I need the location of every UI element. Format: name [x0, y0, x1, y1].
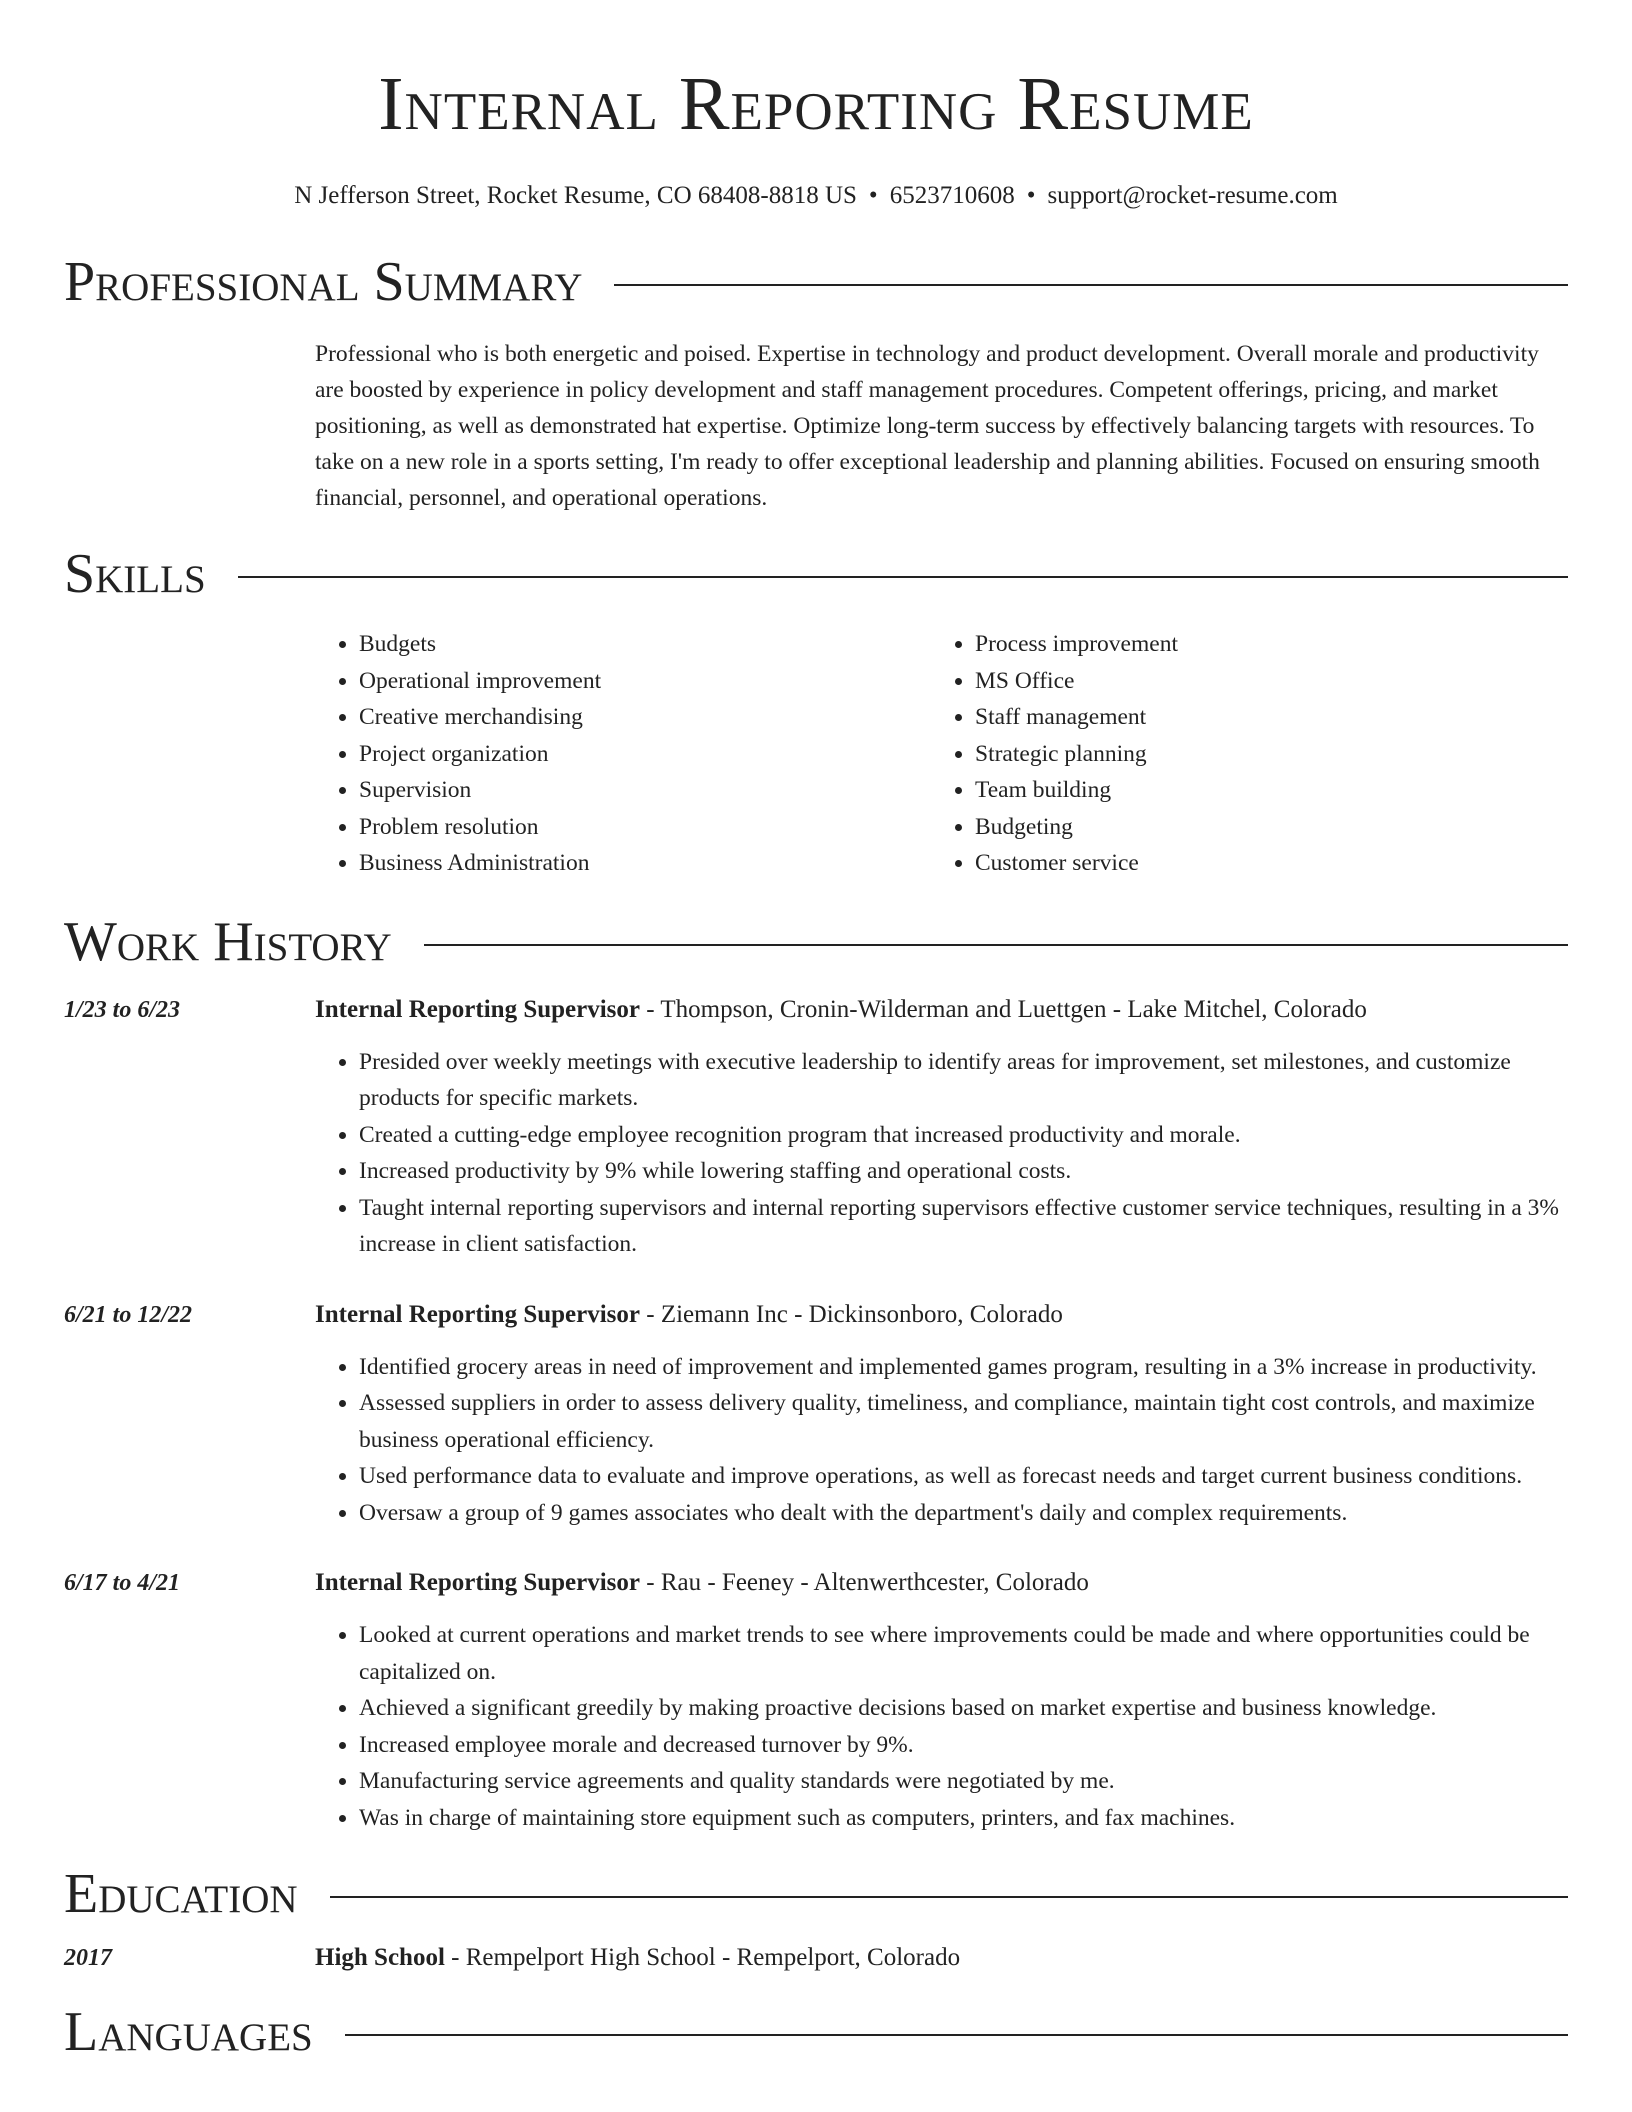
work-section-heading	[64, 910, 1568, 974]
summary-text: Professional who is both energetic and poised. Expertise in technology and product development. Overall morale and productivity are boosted by experience in policy development and staff management procedures. Competent offerings, pricing, and market positioning, as well as demonstrated hat expertise. Optimize long-term success by effectively balancing targets with resources. To take on a new role in a sports setting, I'm ready to offer exceptional leadership and planning abilities. Focused on ensuring smooth financial, personnel, and operational operations.	[315, 341, 1540, 511]
skills-column-right	[931, 626, 1547, 882]
education-entry-body	[315, 1940, 1568, 1976]
skill-item: • Business Administration	[359, 845, 931, 882]
job-bullet: • Created a cutting-edge employee recognition program that increased productivity and morale.	[359, 1117, 1568, 1154]
contact-separator: •	[868, 182, 878, 209]
work-dates: 6/17 to 4/21	[64, 1570, 181, 1596]
job-bullet: • Achieved a significant greedily by making proactive decisions based on market expertise and business knowledge.	[359, 1690, 1568, 1727]
school-location: - Rempelport High School - Rempelport, Colorado	[444, 1944, 961, 1971]
contact-address: N Jefferson Street, Rocket Resume, CO 68408-8818 US	[294, 182, 857, 209]
contact-separator: •	[1026, 182, 1036, 209]
contact-line	[64, 180, 1568, 212]
education-entry	[64, 1940, 1568, 1976]
contact-phone: 6523710608	[889, 182, 1015, 209]
work-entry	[64, 1565, 1568, 1836]
education-heading: Education	[64, 1863, 298, 1925]
skills-list	[315, 626, 1568, 882]
skill-item: • Strategic planning	[975, 736, 1547, 773]
job-bullet: • Increased employee morale and decreased turnover by 9%.	[359, 1727, 1568, 1764]
job-bullet: • Used performance data to evaluate and improve operations, as well as forecast needs and target current business conditions.	[359, 1458, 1568, 1495]
contact-email: support@rocket-resume.com	[1047, 182, 1338, 209]
work-entry-body	[315, 1297, 1568, 1532]
job-bullet: • Was in charge of maintaining store equipment such as computers, printers, and fax machines.	[359, 1800, 1568, 1837]
work-heading: Work History	[64, 910, 392, 973]
work-entry	[64, 992, 1568, 1263]
summary-heading: Professional Summary	[64, 251, 583, 313]
education-date: 2017	[64, 1945, 112, 1971]
skill-item: • Project organization	[359, 736, 931, 773]
skill-item: • Creative merchandising	[359, 699, 931, 736]
education-section-heading	[64, 1862, 1568, 1926]
job-bullets	[315, 1349, 1568, 1532]
degree-title: High School	[315, 1944, 445, 1971]
skill-item: • Budgeting	[975, 809, 1547, 846]
summary-section-heading	[64, 250, 1568, 314]
job-bullet: • Identified grocery areas in need of improvement and implemented games program, resulting in a 3% increase in productivity.	[359, 1349, 1568, 1386]
work-entry-header	[315, 1565, 1568, 1601]
job-bullet: • Assessed suppliers in order to assess delivery quality, timeliness, and compliance, maintain tight cost controls, and maximize business operational efficiency.	[359, 1385, 1568, 1458]
job-bullet: • Looked at current operations and market trends to see where improvements could be made and where opportunities could be capitalized on.	[359, 1617, 1568, 1690]
skills-section-heading	[64, 542, 1568, 606]
education-entry-header	[315, 1940, 1568, 1976]
job-bullets	[315, 1044, 1568, 1263]
skill-item: • Process improvement	[975, 626, 1547, 663]
job-bullet: • Presided over weekly meetings with executive leadership to identify areas for improvement, set milestones, and customize products for specific markets.	[359, 1044, 1568, 1117]
skills-column-left	[315, 626, 931, 882]
section-divider	[330, 1896, 1568, 1898]
skill-item: • Customer service	[975, 845, 1547, 882]
skill-item: • Staff management	[975, 699, 1547, 736]
work-dates: 6/21 to 12/22	[64, 1301, 193, 1328]
job-bullet: • Increased productivity by 9% while lowering staffing and operational costs.	[359, 1153, 1568, 1190]
job-title: Internal Reporting Supervisor	[315, 1569, 640, 1596]
work-entry-header	[315, 992, 1568, 1028]
job-employer-location: - Rau - Feeney - Altenwerthcester, Colorado	[640, 1569, 1089, 1596]
skill-item: • Budgets	[359, 626, 931, 663]
section-divider	[614, 284, 1568, 286]
languages-heading: Languages	[64, 2001, 313, 2063]
work-entry-header	[315, 1297, 1568, 1333]
skill-item: • Problem resolution	[359, 809, 931, 846]
job-title: Internal Reporting Supervisor	[315, 1300, 640, 1328]
languages-section-heading	[64, 2000, 1568, 2064]
skill-item: • Team building	[975, 772, 1547, 809]
section-divider	[345, 2034, 1568, 2036]
skills-heading: Skills	[64, 543, 206, 605]
job-bullets	[315, 1617, 1568, 1836]
section-divider	[424, 944, 1568, 946]
job-bullet: • Oversaw a group of 9 games associates who dealt with the department's daily and complex requirements.	[359, 1495, 1568, 1532]
work-entry-body	[315, 992, 1568, 1263]
work-dates: 1/23 to 6/23	[64, 996, 181, 1023]
job-title: Internal Reporting Supervisor	[315, 995, 640, 1023]
section-divider	[238, 576, 1568, 578]
skill-item: • Supervision	[359, 772, 931, 809]
job-employer-location: - Thompson, Cronin-Wilderman and Luettgen - Lake Mitchel, Colorado	[640, 995, 1367, 1023]
skill-item: • Operational improvement	[359, 663, 931, 700]
job-bullet: • Taught internal reporting supervisors and internal reporting supervisors effective customer service techniques, resulting in a 3% increase in client satisfaction.	[359, 1190, 1568, 1263]
skill-item: • MS Office	[975, 663, 1547, 700]
work-entry-body	[315, 1565, 1568, 1836]
resume-name: Internal Reporting Resume	[378, 62, 1254, 146]
work-entry	[64, 1297, 1568, 1532]
job-bullet: • Manufacturing service agreements and quality standards were negotiated by me.	[359, 1763, 1568, 1800]
job-employer-location: - Ziemann Inc - Dickinsonboro, Colorado	[640, 1300, 1063, 1328]
work-history-list	[64, 992, 1568, 1837]
